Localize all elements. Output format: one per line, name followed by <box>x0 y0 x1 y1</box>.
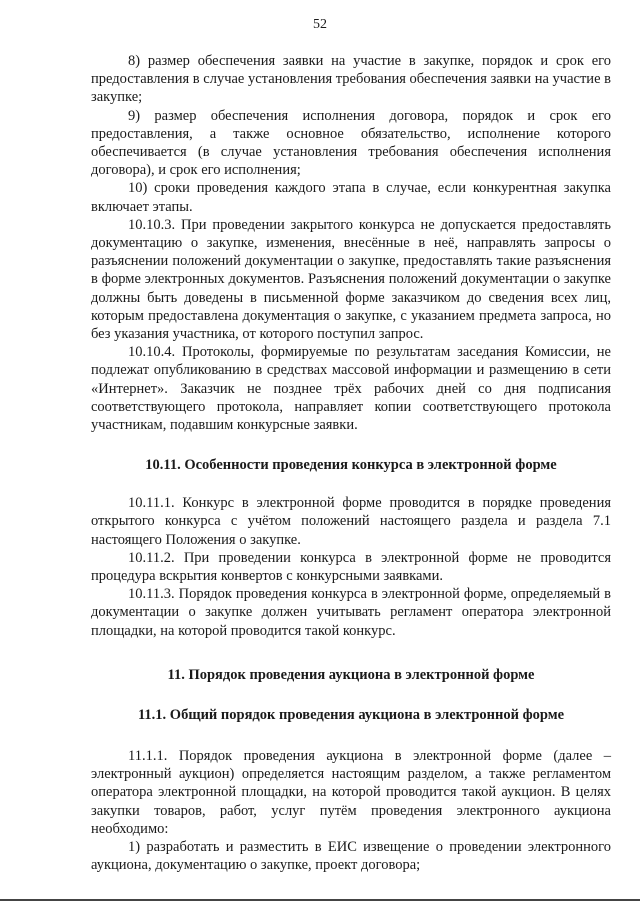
page-number: 52 <box>313 17 327 32</box>
paragraph-item-1: 1) разработать и разместить в ЕИС извещение о проведении электронного аукциона, документацию о закупке, проект договора; <box>91 838 611 874</box>
paragraph-10-11-2: 10.11.2. При проведении конкурса в электронной форме не проводится процедура вскрытия конвертов с конкурсными заявками. <box>91 549 611 585</box>
paragraph-11-1-1: 11.1.1. Порядок проведения аукциона в электронной форме (далее – электронный аукцион) определяется настоящим разделом, а также регламентом оператора электронной площадки, на которой проводится такой аукцион. В целях закупки товаров, работ, услуг путём проведения электронного аукциона необходимо: <box>91 747 611 837</box>
section-heading-11-1: 11.1. Общий порядок проведения аукциона в электронной форме <box>137 706 565 723</box>
paragraph-10-10-4: 10.10.4. Протоколы, формируемые по результатам заседания Комиссии, не подлежат опубликованию в средствах массовой информации и размещению в сети «Интернет». Заказчик не позднее трёх рабочих дней со дня подписания соответствующего протокола, направляет копии соответствующего протокола участникам, подавшим конкурсные заявки. <box>91 344 611 434</box>
scan-edge-line <box>0 899 640 901</box>
paragraph-item-9: 9) размер обеспечения исполнения договора, порядок и срок его предоставления, а также основное обязательство, исполнение которого обеспечивается (в случае установления требования обеспечения исполнения договора), и срок его исполнения; <box>91 107 611 179</box>
section-heading-11: 11. Порядок проведения аукциона в электронной форме <box>167 666 535 683</box>
paragraph-item-8: 8) размер обеспечения заявки на участие в закупке, порядок и срок его предоставления в случае установления требования обеспечения заявки на участие в закупке; <box>91 53 611 106</box>
document-body <box>91 52 611 874</box>
paragraph-item-10: 10) сроки проведения каждого этапа в случае, если конкурентная закупка включает этапы. <box>91 180 611 215</box>
paragraph-10-10-3: 10.10.3. При проведении закрытого конкурса не допускается предоставлять документацию о закупке, изменения, внесённые в неё, направлять запросы о разъяснении положений документации о закупке, предоставлять такие разъяснения в форме электронных документов. Разъяснения положений документации о закупке должны быть доведены в письменной форме заказчиком до сведения всех лиц, которым предоставлена документация о закупке, с указанием предмета запроса, но без указания участника, от которого поступил запрос. <box>91 216 611 343</box>
section-heading-10-11: 10.11. Особенности проведения конкурса в электронной форме <box>145 457 557 474</box>
paragraph-10-11-3: 10.11.3. Порядок проведения конкурса в электронной форме, определяемый в документации о закупке должен учитывать регламент оператора электронной площадки, на которой проводится такой конкурс. <box>91 586 611 639</box>
paragraph-10-11-1: 10.11.1. Конкурс в электронной форме проводится в порядке проведения открытого конкурса с учётом положений настоящего раздела и раздела 7.1 настоящего Положения о закупке. <box>91 495 611 548</box>
